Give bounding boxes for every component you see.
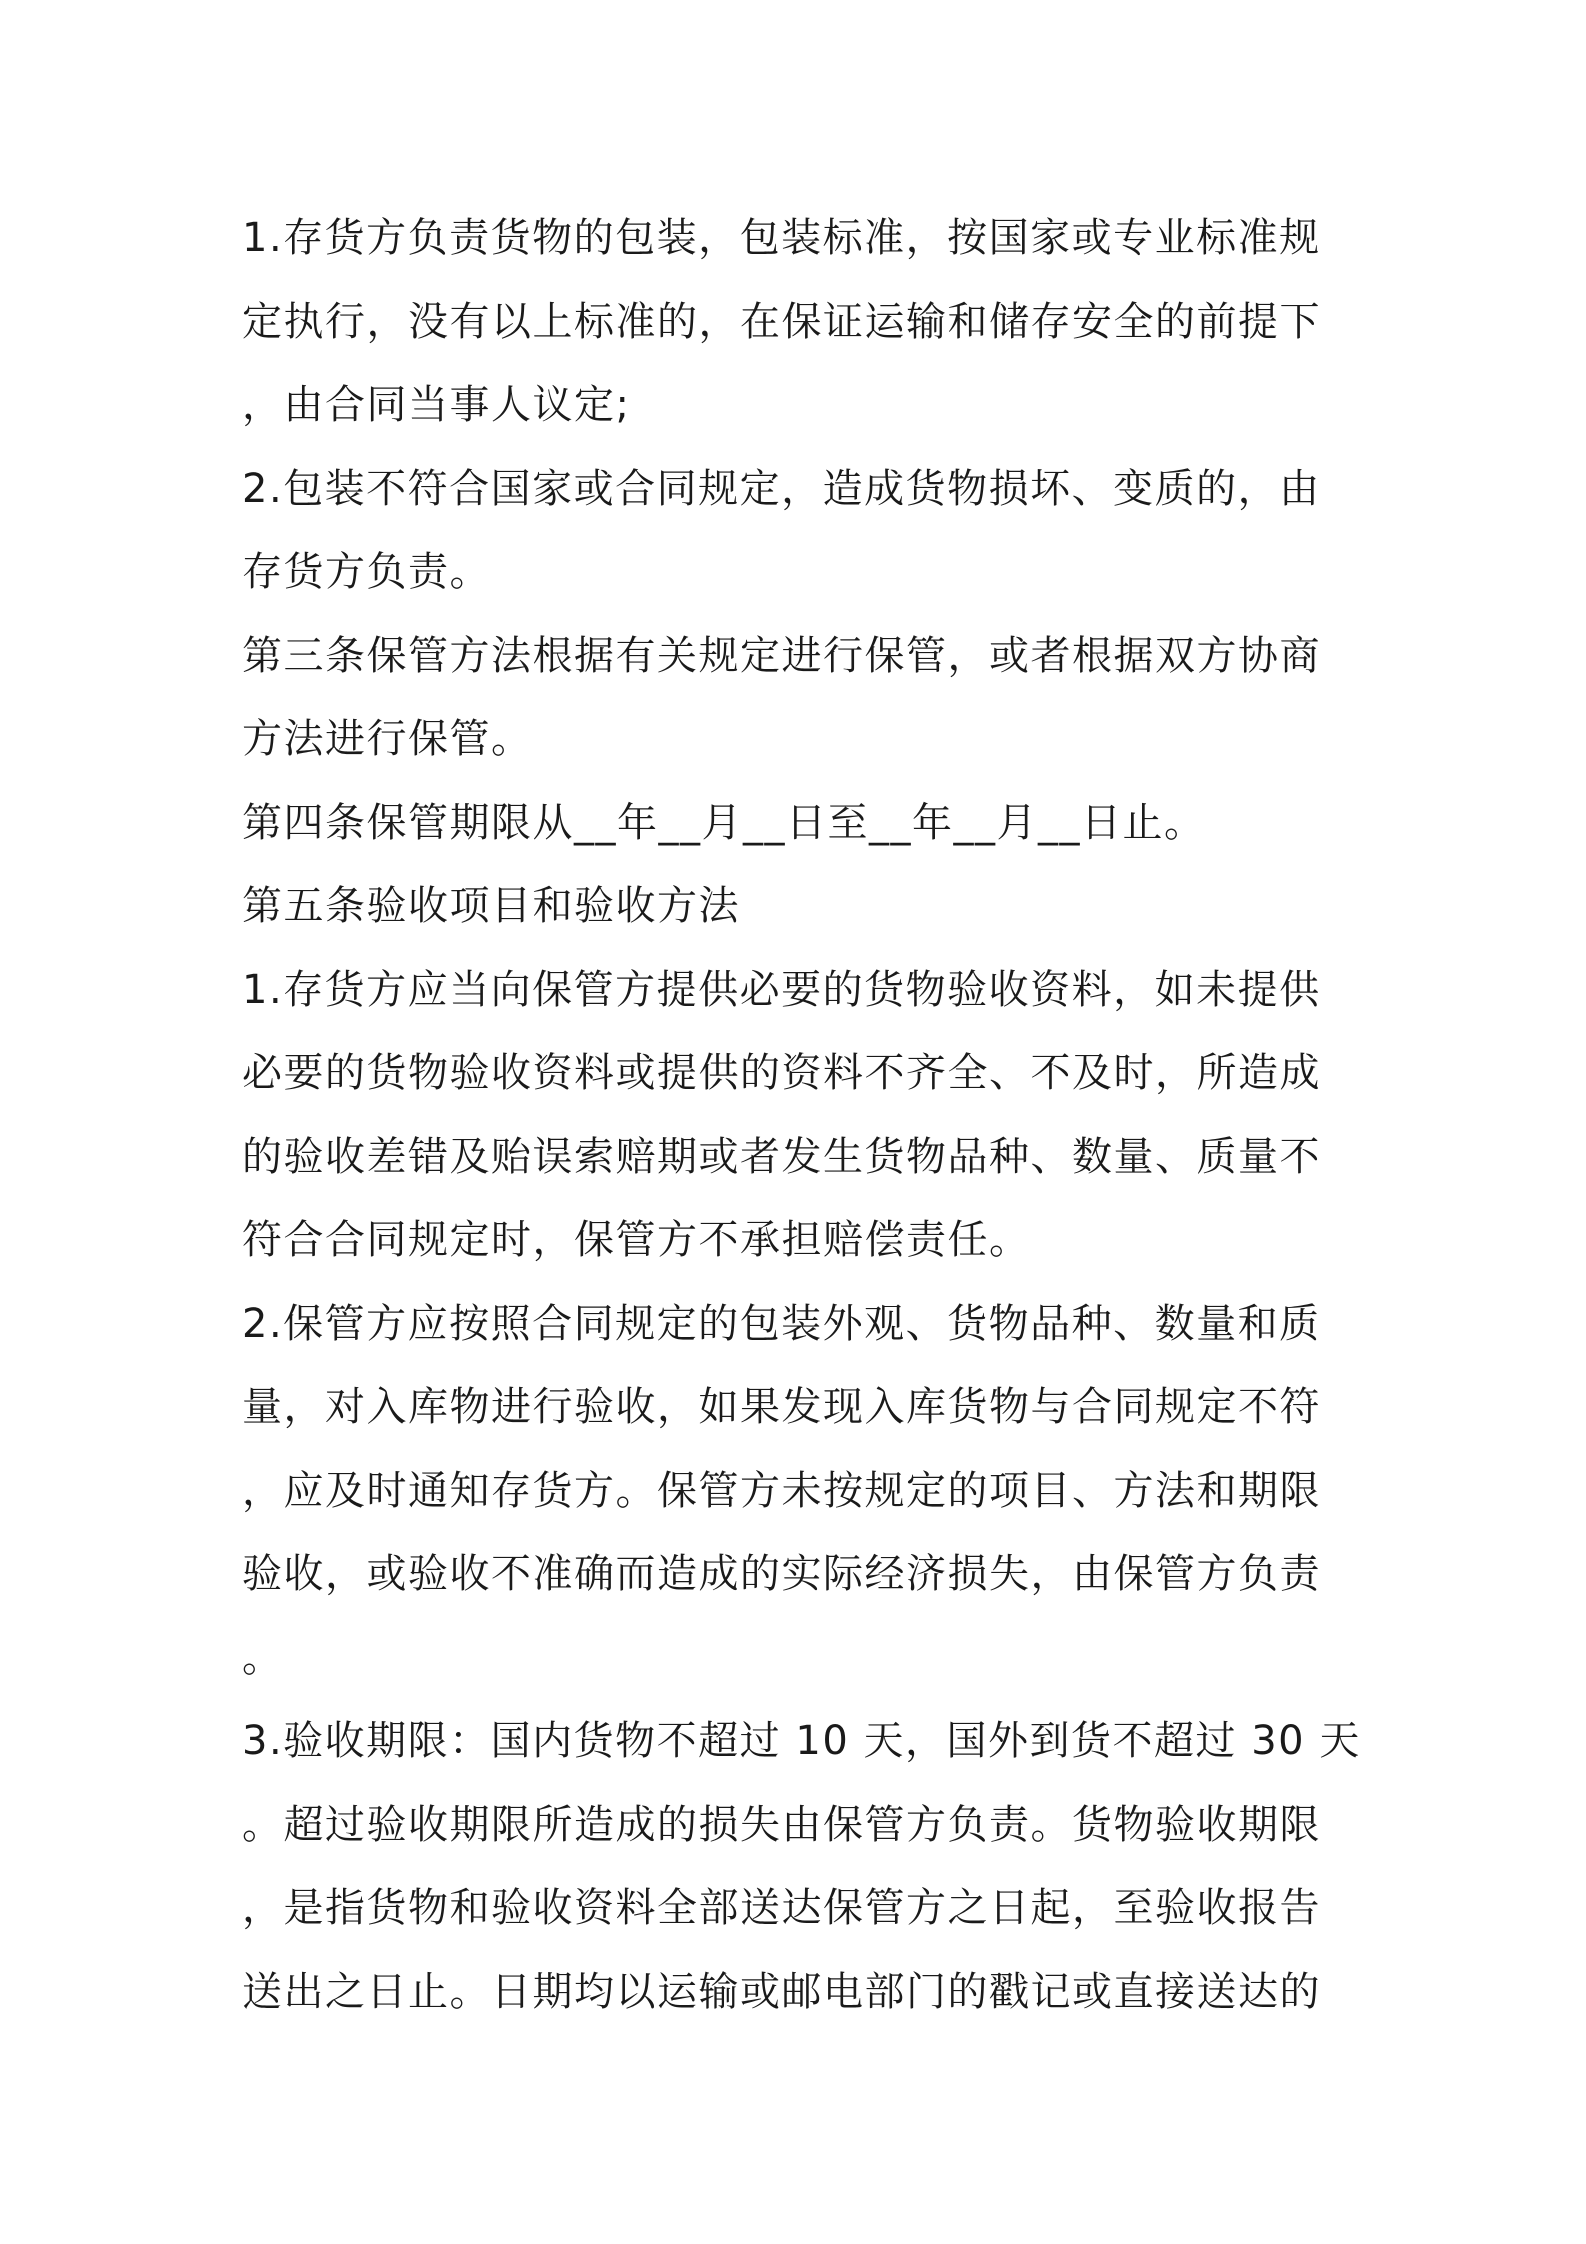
text-line: 。 <box>242 1634 284 1681</box>
text-line: 符合合同规定时，保管方不承担赔偿责任。 <box>242 1217 1031 1263</box>
document-body <box>242 197 1362 2034</box>
text-line: ，是指货物和验收资料全部送达保管方之日起，至验收报告 <box>242 1885 1321 1931</box>
text-line: ，由合同当事人议定; <box>242 382 631 428</box>
text-line: ，应及时通知存货方。保管方未按规定的项目、方法和期限 <box>242 1467 1321 1514</box>
text-line: 第三条保管方法根据有关规定进行保管，或者根据双方协商 <box>242 632 1321 679</box>
text-line: 2.保管方应按照合同规定的包装外观、货物品种、数量和质 <box>242 1300 1321 1347</box>
text-line: 第五条验收项目和验收方法 <box>242 883 740 929</box>
text-line: 验收，或验收不准确而造成的实际经济损失，由保管方负责 <box>242 1551 1321 1597</box>
text-line: 定执行，没有以上标准的，在保证运输和储存安全的前提下 <box>242 298 1321 345</box>
text-line: 2.包装不符合国家或合同规定，造成货物损坏、变质的，由 <box>242 465 1321 512</box>
text-line: 3.验收期限：国内货物不超过 10 天，国外到货不超过 30 天 <box>242 1718 1361 1764</box>
text-line: 送出之日止。日期均以运输或邮电部门的戳记或直接送达的 <box>242 1968 1321 2015</box>
text-line: 的验收差错及贻误索赔期或者发生货物品种、数量、质量不 <box>242 1133 1321 1180</box>
text-line: 1.存货方负责货物的包装，包装标准，按国家或专业标准规 <box>242 215 1321 261</box>
text-line: 存货方负责。 <box>242 549 491 595</box>
text-line: 第四条保管期限从__年__月__日至__年__月__日止。 <box>242 799 1206 846</box>
text-line: 方法进行保管。 <box>242 716 533 762</box>
text-line: 。超过验收期限所造成的损失由保管方负责。货物验收期限 <box>242 1801 1321 1848</box>
text-line: 必要的货物验收资料或提供的资料不齐全、不及时，所造成 <box>242 1050 1321 1096</box>
text-line: 1.存货方应当向保管方提供必要的货物验收资料，如未提供 <box>242 966 1321 1013</box>
text-line: 量，对入库物进行验收，如果发现入库货物与合同规定不符 <box>242 1384 1321 1430</box>
